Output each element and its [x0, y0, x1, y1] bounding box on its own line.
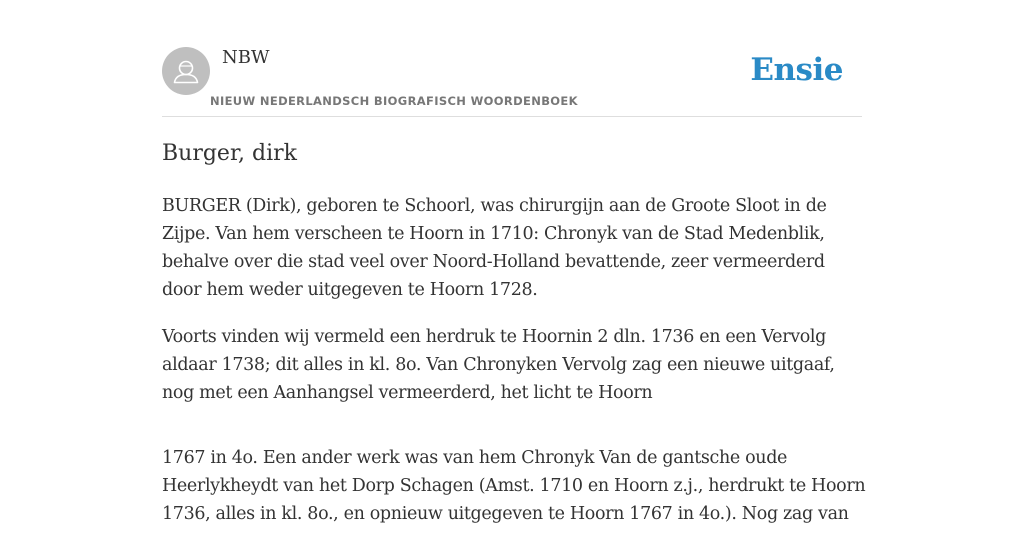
article-paragraph: BURGER (Dirk), geboren te Schoorl, was chirurgijn aan de Groote Sloot in de Zijpe. Van hem verscheen te Hoorn in 1710: Chronyk van de Stad Medenblik, behalve over die stad veel over Noord-Holland bevattende, zeer vermeerderd door hem weder uitgegeven te Hoorn 1728. [162, 196, 827, 300]
avatar[interactable] [162, 47, 210, 95]
article-body [162, 192, 866, 547]
user-placeholder-icon [162, 47, 210, 95]
article-paragraph: Voorts vinden wij vermeld een herdruk te Hoornin 2 dln. 1736 en een Vervolg aldaar 1738; dit alles in kl. 8o. Van Chronyken Vervolg zag een nieuwe uitgaaf, nog met een Aanhangsel vermeerderd, het licht te Hoorn [162, 327, 835, 403]
brand-logo[interactable]: Ensie [750, 52, 843, 88]
source-name[interactable]: NBW [222, 47, 270, 68]
article-title: Burger, dirk [162, 141, 298, 166]
source-header [162, 46, 862, 117]
source-subtitle: NIEUW NEDERLANDSCH BIOGRAFISCH WOORDENBOEK [210, 94, 578, 108]
article-paragraph: 1767 in 4o. Een ander werk was van hem Chronyk Van de gantsche oude Heerlykheydt van het Dorp Schagen (Amst. 1710 en Hoorn z.j., herdrukt te Hoorn 1736, alles in kl. 8o., en opnieuw uitgegeven te Hoorn 1767 in 4o.). Nog zag van [162, 448, 866, 524]
